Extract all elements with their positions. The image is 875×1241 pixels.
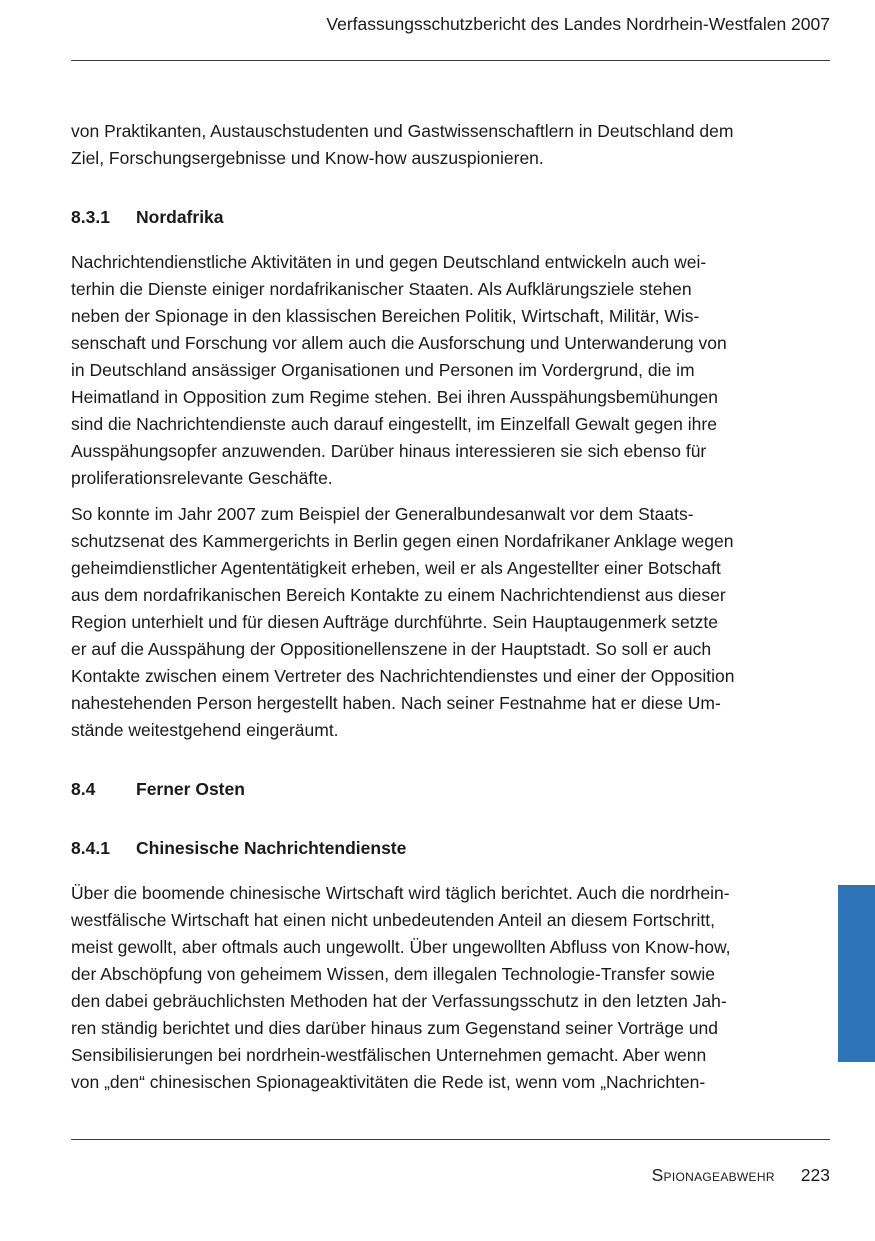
text-line: Ausspähungsopfer anzuwenden. Darüber hinaus interessieren sie sich ebenso für bbox=[71, 441, 707, 461]
text-line: ren ständig berichtet und dies darüber hinaus zum Gegenstand seiner Vorträge und bbox=[71, 1018, 718, 1038]
text-line: Über die boomende chinesische Wirtschaft wird täglich berichtet. Auch die nordrhein- bbox=[71, 883, 730, 903]
page-number: 223 bbox=[800, 1165, 830, 1185]
text-line: schutzsenat des Kammergerichts in Berlin gegen einen Nordafrikaner Anklage wegen bbox=[71, 531, 734, 551]
section-heading-8-4-1 bbox=[71, 835, 783, 862]
text-line: Sensibilisierungen bei nordrhein-westfälischen Unternehmen gemacht. Aber wenn bbox=[71, 1045, 707, 1065]
paragraph-nordafrika-2 bbox=[71, 501, 783, 744]
header-rule bbox=[71, 60, 830, 61]
text-line: aus dem nordafrikanischen Bereich Kontakte zu einem Nachrichtendienst aus dieser bbox=[71, 585, 726, 605]
page-footer bbox=[652, 1165, 830, 1186]
text-line: Nachrichtendienstliche Aktivitäten in und gegen Deutschland entwickeln auch wei- bbox=[71, 252, 707, 272]
section-number: 8.4.1 bbox=[71, 838, 110, 858]
page-body bbox=[71, 118, 783, 1096]
section-heading-8-4 bbox=[71, 776, 783, 803]
text-line: von „den“ chinesischen Spionageaktivitäten die Rede ist, wenn vom „Nachrichten- bbox=[71, 1072, 706, 1092]
text-line: meist gewollt, aber oftmals auch ungewollt. Über ungewollten Abfluss von Know-how, bbox=[71, 937, 731, 957]
section-number: 8.4 bbox=[71, 779, 96, 799]
text-line: So konnte im Jahr 2007 zum Beispiel der Generalbundesanwalt vor dem Staats- bbox=[71, 504, 694, 524]
section-number: 8.3.1 bbox=[71, 207, 110, 227]
text-line: Heimatland in Opposition zum Regime stehen. Bei ihren Ausspähungsbemühungen bbox=[71, 387, 718, 407]
text-line: stände weitestgehend eingeräumt. bbox=[71, 720, 339, 740]
text-line: den dabei gebräuchlichsten Methoden hat der Verfassungsschutz in den letzten Jah- bbox=[71, 991, 727, 1011]
text-line: nahestehenden Person hergestellt haben. Nach seiner Festnahme hat er diese Um- bbox=[71, 693, 721, 713]
text-line: senschaft und Forschung vor allem auch die Ausforschung und Unterwanderung von bbox=[71, 333, 727, 353]
footer-section-name: Spionageabwehr bbox=[651, 1165, 775, 1185]
text-line: proliferationsrelevante Geschäfte. bbox=[71, 468, 333, 488]
text-line: geheimdienstlicher Agententätigkeit erheben, weil er als Angestellter einer Botschaft bbox=[71, 558, 721, 578]
text-line: terhin die Dienste einiger nordafrikanischer Staaten. Als Aufklärungsziele stehen bbox=[71, 279, 692, 299]
intro-paragraph bbox=[71, 118, 783, 172]
section-title: Chinesische Nachrichtendienste bbox=[136, 838, 407, 858]
text-line: er auf die Ausspähung der Oppositionellenszene in der Hauptstadt. So soll er auch bbox=[71, 639, 712, 659]
text-line: in Deutschland ansässiger Organisationen und Personen im Vordergrund, die im bbox=[71, 360, 695, 380]
text-line: sind die Nachrichtendienste auch darauf eingestellt, im Einzelfall Gewalt gegen ihre bbox=[71, 414, 717, 434]
text-line: Ziel, Forschungsergebnisse und Know-how auszuspionieren. bbox=[71, 148, 544, 168]
chapter-tab-marker bbox=[838, 885, 875, 1062]
section-heading-8-3-1 bbox=[71, 204, 783, 231]
paragraph-nordafrika-1 bbox=[71, 249, 783, 492]
paragraph-china-1 bbox=[71, 880, 783, 1096]
text-line: von Praktikanten, Austauschstudenten und Gastwissenschaftlern in Deutschland dem bbox=[71, 121, 734, 141]
text-line: der Abschöpfung von geheimem Wissen, dem illegalen Technologie-Transfer sowie bbox=[71, 964, 715, 984]
text-line: Kontakte zwischen einem Vertreter des Nachrichtendienstes und einer der Opposition bbox=[71, 666, 735, 686]
text-line: neben der Spionage in den klassischen Bereichen Politik, Wirtschaft, Militär, Wis- bbox=[71, 306, 700, 326]
text-line: Region unterhielt und für diesen Aufträge durchführte. Sein Hauptaugenmerk setzte bbox=[71, 612, 718, 632]
running-header: Verfassungsschutzbericht des Landes Nordrhein-Westfalen 2007 bbox=[326, 14, 830, 34]
text-line: westfälische Wirtschaft hat einen nicht unbedeutenden Anteil an diesem Fortschritt, bbox=[71, 910, 715, 930]
section-title: Ferner Osten bbox=[136, 779, 245, 799]
section-title: Nordafrika bbox=[136, 207, 224, 227]
footer-rule bbox=[71, 1139, 830, 1140]
